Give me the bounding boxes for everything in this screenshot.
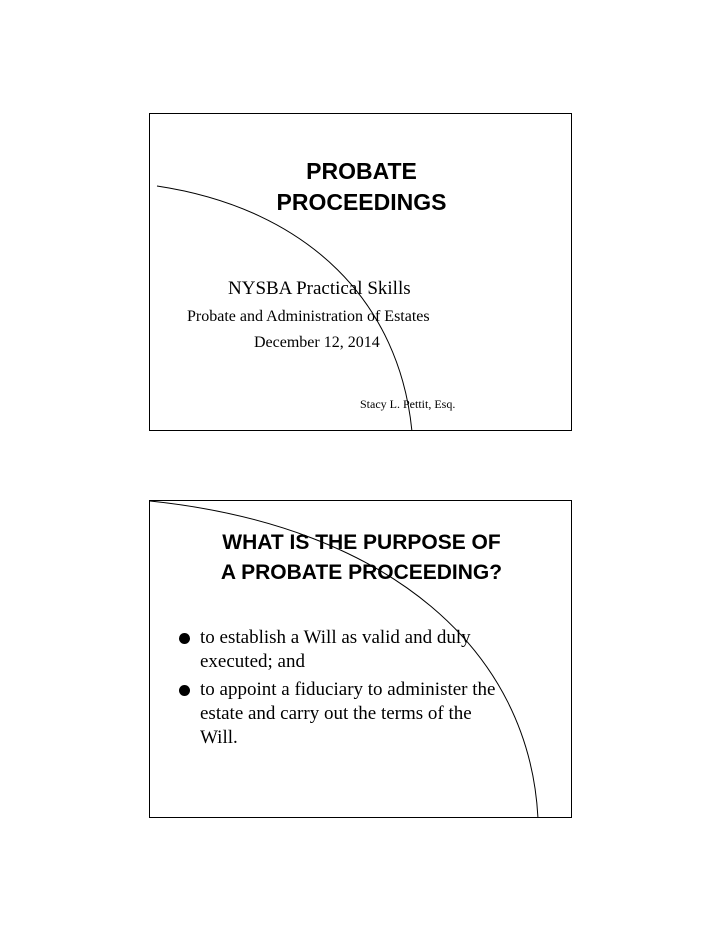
presentation-date: December 12, 2014 xyxy=(254,334,380,351)
bullet-icon xyxy=(179,685,190,696)
slide-purpose-of-probate xyxy=(149,500,572,818)
list-item xyxy=(174,626,554,674)
slide-probate-proceedings xyxy=(149,113,572,431)
bullet-text-line: to appoint a fiduciary to administer the xyxy=(200,679,496,700)
bullet-icon xyxy=(179,633,190,644)
slide-title-line-1: WHAT IS THE PURPOSE OF xyxy=(222,531,501,554)
slide-title-line-2: PROCEEDINGS xyxy=(276,189,447,215)
bullet-text-line: estate and carry out the terms of the xyxy=(200,703,472,724)
slide-title-line-1: PROBATE xyxy=(306,158,417,184)
course-subtitle: Probate and Administration of Estates xyxy=(187,308,430,325)
bullet-list xyxy=(174,626,554,754)
bullet-text-line: Will. xyxy=(200,727,238,748)
slide-title xyxy=(150,528,572,588)
author-name: Stacy L. Pettit, Esq. xyxy=(360,397,456,411)
bullet-text-line: executed; and xyxy=(200,651,305,672)
slide-title-line-2: A PROBATE PROCEEDING? xyxy=(220,561,503,584)
course-name: NYSBA Practical Skills xyxy=(228,278,411,299)
slide-title xyxy=(150,156,572,218)
bullet-text-line: to establish a Will as valid and duly xyxy=(200,627,471,648)
list-item xyxy=(174,678,554,750)
